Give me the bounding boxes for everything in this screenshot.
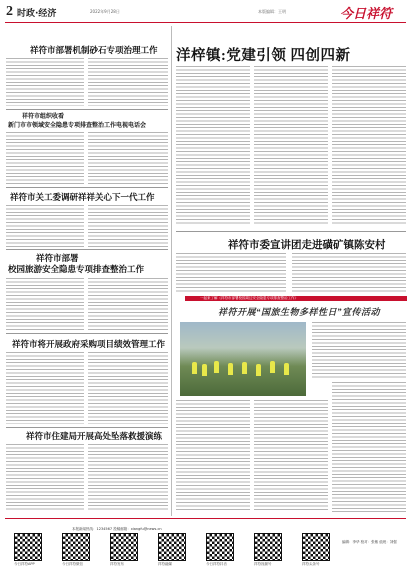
article-a1-body [88,58,168,106]
photo-figure [242,362,247,374]
feature-headline[interactable]: 祥符开展“国旅生物多样性日”宣传活动 [218,307,381,317]
qr-label: 祥符头条号 [302,562,320,566]
headline-a4[interactable]: 校园旅游安全隐患专项排查整治工作 [8,264,145,274]
article-a2-body [88,132,168,184]
kicker-a4: 祥符市部署 [36,253,79,263]
article-a5-body [88,352,168,424]
qr-code-icon[interactable] [14,533,42,561]
divider [6,249,168,250]
divider [6,333,168,334]
header-rule [5,22,406,23]
feature-article-body [312,322,406,378]
feature-article-body [254,400,328,512]
article-a1-body [6,58,84,106]
headline-a3[interactable]: 祥符市关工委调研祥祥关心下一代工作 [10,192,155,202]
article-a3-body [88,205,168,247]
kicker-a2: 祥符市组织收看 [22,114,65,120]
lead-headline[interactable]: 洋梓镇:党建引领 四创四新 [176,48,351,64]
qr-code-icon[interactable] [62,533,90,561]
photo-figure [202,364,207,376]
anchor-headline[interactable]: 祥符市委宣讲团走进磺矿镇陈安村 [228,240,386,251]
divider [6,187,168,188]
column-divider [171,26,172,516]
imprint-hotline: 本报新闻热线：1234567 投稿邮箱：xiangfu@news.cn [72,527,162,531]
editor-line: 本版编辑：王明 [258,9,286,14]
lead-article-body [176,66,250,226]
feature-article-body [332,382,406,512]
headline-a5[interactable]: 祥符市将开展政府采购项目绩效管理工作 [12,339,166,349]
article-a2-body [6,132,84,184]
ad-banner-text: 一起来了解《祥符市部署校园周边安全隐患专项排查整治工作》 [200,296,298,300]
article-a6-body [88,444,168,512]
lead-article-body [254,66,328,226]
qr-label: 今日祥符微信 [62,562,83,566]
article-a5-body [6,352,84,424]
article-a4-body [6,278,84,330]
footer-rule [5,518,406,519]
article-a6-body [6,444,84,512]
photo-figure [256,364,261,376]
imprint-staff: 编辑：李华 校对：张敏 值班：刘强 [342,540,397,544]
newspaper-logo: 今日祥符 [340,6,393,21]
divider [6,109,168,110]
photo-figure [284,363,289,375]
qr-code-icon[interactable] [302,533,330,561]
divider [176,231,406,232]
feature-article-body [176,400,250,512]
page-number: 2 [6,4,13,19]
qr-label: 今日祥符抖音 [206,562,227,566]
anchor-article-body [292,253,406,293]
qr-label: 祥符融媒 [158,562,172,566]
qr-label: 今日祥符APP [14,562,35,566]
article-a3-body [6,205,84,247]
section-name: 时政·经济 [17,9,57,19]
headline-a2[interactable]: 新门市市领域安全隐患专项排查整治工作电视电话会 [8,123,147,129]
issue-date: 2022年9月28日 [90,9,120,14]
event-photo [180,322,306,396]
headline-a1[interactable]: 祥符市部署机制砂石专项治理工作 [30,45,158,55]
lead-article-body [332,66,406,226]
qr-code-icon[interactable] [254,533,282,561]
qr-code-icon[interactable] [206,533,234,561]
qr-label: 祥符发布 [110,562,124,566]
photo-figure [270,361,275,373]
qr-label: 祥符视频号 [254,562,272,566]
anchor-article-body [176,253,286,293]
qr-code-icon[interactable] [158,533,186,561]
headline-a6[interactable]: 祥符市住建局开展高处坠落救援演练 [26,431,163,441]
photo-figure [214,361,219,373]
photo-figure [228,363,233,375]
qr-code-icon[interactable] [110,533,138,561]
article-a4-body [88,278,168,330]
photo-figure [192,362,197,374]
divider [6,427,168,428]
